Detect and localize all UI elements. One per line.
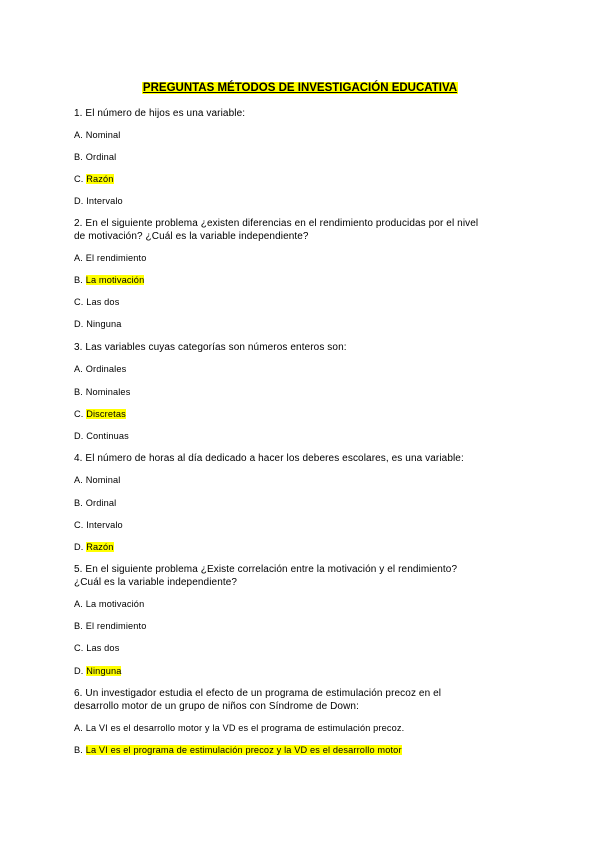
- option-2c: C. Las dos: [74, 297, 120, 307]
- option-2a: A. El rendimiento: [74, 253, 147, 263]
- option-1c: C. Razón: [74, 174, 114, 184]
- option-3b: B. Nominales: [74, 387, 131, 397]
- option-6a: A. La VI es el desarrollo motor y la VD es el programa de estimulación precoz.: [74, 723, 405, 733]
- question-1: 1. El número de hijos es una variable:: [74, 108, 246, 119]
- question-2-line-1: 2. En el siguiente problema ¿existen diferencias en el rendimiento producidas por el nivel: [74, 218, 479, 229]
- option-4a: A. Nominal: [74, 475, 121, 485]
- option-6b: B. La VI es el programa de estimulación precoz y la VD es el desarrollo motor: [74, 745, 402, 755]
- question-3: 3. Las variables cuyas categorías son números enteros son:: [74, 342, 347, 353]
- option-1b: B. Ordinal: [74, 152, 117, 162]
- question-6-line-2: desarrollo motor de un grupo de niños con Síndrome de Down:: [74, 701, 359, 712]
- option-1d: D. Intervalo: [74, 196, 123, 206]
- option-2b: B. La motivación: [74, 275, 145, 285]
- option-5a: A. La motivación: [74, 599, 145, 609]
- option-1a: A. Nominal: [74, 130, 121, 140]
- question-6-line-1: 6. Un investigador estudia el efecto de un programa de estimulación precoz en el: [74, 688, 442, 699]
- option-5c: C. Las dos: [74, 643, 120, 653]
- option-5b: B. El rendimiento: [74, 621, 147, 631]
- highlighted-answer: Razón: [86, 542, 114, 552]
- option-3a: A. Ordinales: [74, 364, 127, 374]
- question-5-line-2: ¿Cuál es la variable independiente?: [74, 577, 238, 588]
- option-2d: D. Ninguna: [74, 319, 122, 329]
- question-2-line-2: de motivación? ¿Cuál es la variable independiente?: [74, 231, 309, 242]
- option-3d: D. Continuas: [74, 431, 129, 441]
- option-4d: D. Razón: [74, 542, 114, 552]
- question-4: 4. El número de horas al día dedicado a hacer los deberes escolares, es una variable:: [74, 453, 464, 464]
- option-3c: C. Discretas: [74, 409, 126, 419]
- question-5-line-1: 5. En el siguiente problema ¿Existe correlación entre la motivación y el rendimiento?: [74, 564, 458, 575]
- option-4c: C. Intervalo: [74, 520, 123, 530]
- highlighted-answer: La motivación: [85, 275, 145, 285]
- highlighted-answer: La VI es el programa de estimulación precoz y la VD es el desarrollo motor: [85, 745, 402, 755]
- document-title: PREGUNTAS MÉTODOS DE INVESTIGACIÓN EDUCATIVA: [142, 82, 458, 94]
- highlighted-answer: Ninguna: [86, 666, 122, 676]
- option-5d: D. Ninguna: [74, 666, 122, 676]
- highlighted-answer: Discretas: [86, 409, 126, 419]
- option-4b: B. Ordinal: [74, 498, 117, 508]
- highlighted-answer: Razón: [86, 174, 114, 184]
